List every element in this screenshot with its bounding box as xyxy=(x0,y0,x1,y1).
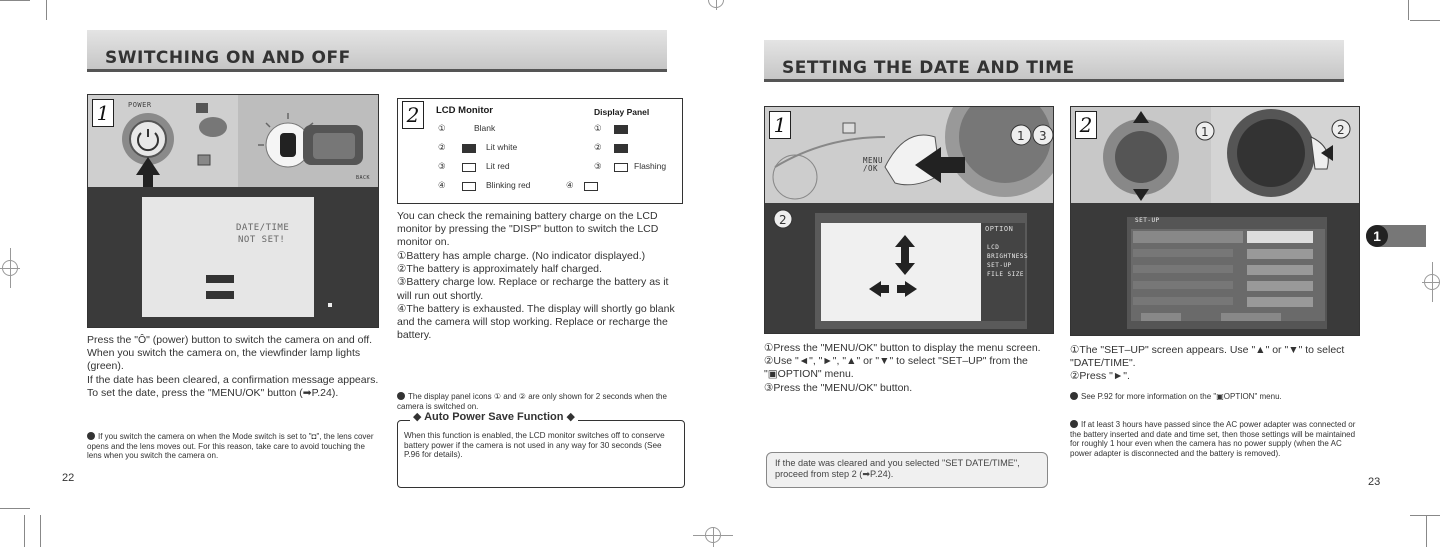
menu-ok-label: MENU /OK xyxy=(863,156,884,173)
lcd-not-set-text: NOT SET! xyxy=(238,235,286,245)
list-item: ②Press "►". xyxy=(1070,370,1130,383)
step-number: 1 xyxy=(92,99,114,127)
step2-setup-photo xyxy=(1070,106,1360,336)
right-note-2 xyxy=(1070,420,1360,458)
date-cleared-callout: If the date was cleared and you selected "SET DATE/TIME", proceed from step 2 (➡P.24). xyxy=(766,452,1048,488)
note-icon xyxy=(1070,420,1078,428)
chapter-tab xyxy=(1366,225,1426,247)
setup-screen-title: SET-UP xyxy=(1135,217,1160,224)
right-step1-list xyxy=(764,342,1054,395)
lcd-monitor-header: LCD Monitor xyxy=(436,105,493,116)
svg-text:2: 2 xyxy=(779,213,787,227)
crop-mark xyxy=(1426,515,1427,547)
list-item: ③Press the "MENU/OK" button. xyxy=(764,381,913,394)
crop-mark xyxy=(40,515,41,547)
battery-half-lcd-icon xyxy=(462,144,476,153)
battery-state-list xyxy=(397,250,685,342)
battery-indicator-table xyxy=(397,98,683,204)
step2-note xyxy=(397,392,685,411)
note-icon xyxy=(397,392,405,400)
option-menu-list xyxy=(987,243,1028,279)
menu-item: LCD xyxy=(987,244,1000,251)
list-item: ②The battery is approximately half charged. xyxy=(397,263,602,276)
right-step2-list xyxy=(1070,344,1360,384)
step-number: 2 xyxy=(1075,111,1097,139)
svg-text:3: 3 xyxy=(1039,129,1047,143)
right-page-title: SETTING THE DATE AND TIME xyxy=(782,58,1075,78)
right-note-1-text: See P.92 for more information on the "▣OPTION" menu. xyxy=(1081,392,1282,401)
table-row: ③ Lit red ③ Flashing xyxy=(438,161,667,171)
auto-power-save-title: ◆ Auto Power Save Function ◆ xyxy=(410,413,578,423)
left-page-title: SWITCHING ON AND OFF xyxy=(105,48,351,68)
step-number: 2 xyxy=(402,101,424,129)
note-icon xyxy=(1070,392,1078,400)
list-item: ③Battery charge low. Replace or recharge the battery as it will run out shortly. xyxy=(397,276,669,302)
battery-half-icon xyxy=(614,144,628,153)
auto-power-save-text: When this function is enabled, the LCD monitor switches off to conserve battery power if the camera is not used in any way for 30 seconds (See P.96 for details). xyxy=(404,431,665,460)
battery-low-icon xyxy=(614,163,628,172)
chapter-tab-number: 1 xyxy=(1366,225,1388,247)
right-page-title-bar xyxy=(764,40,1344,82)
power-label: POWER xyxy=(128,101,152,109)
battery-empty-icon xyxy=(584,182,598,191)
lcd-date-time-text: DATE/TIME xyxy=(236,223,290,233)
right-note-2-text: If at least 3 hours have passed since the AC power adapter was connected or the battery inserted and date and time set, then those settings will be maintained for roughly 1 hour even when the camera has no power supply (when the AC power adapter is disconnected and the battery is removed). xyxy=(1070,420,1356,458)
crop-mark xyxy=(0,508,30,509)
crop-mark xyxy=(46,0,47,20)
list-item: ②Use "◄", "►", "▲" or "▼" to select "SET–UP" from the "▣OPTION" menu. xyxy=(764,355,1028,381)
crop-mark xyxy=(1410,515,1440,516)
list-item: ①Press the "MENU/OK" button to display the menu screen. xyxy=(764,342,1041,354)
crop-mark xyxy=(1408,0,1409,20)
step1-menu-photo xyxy=(764,106,1054,334)
table-row: ② Lit white ② xyxy=(398,142,682,160)
svg-text:2: 2 xyxy=(1337,123,1345,137)
step1-note xyxy=(87,432,379,461)
step1-body-text: Press the "Ô" (power) button to switch the camera on and off. When you switch the camera on, the viewfinder lamp lights (green). If the date has been cleared, a confirmation message appears. To set the date, press the "MENU/OK" button (➡P.24). xyxy=(87,334,379,399)
battery-empty-lcd-icon xyxy=(462,182,476,191)
step1-note-text: If you switch the camera on when the Mode switch is set to "◘", the lens cover opens and the lens moves out. For this reason, take care to avoid touching the lens when you switch the camera on. xyxy=(87,432,374,461)
svg-text:1: 1 xyxy=(1201,125,1209,139)
option-menu-label: OPTION xyxy=(985,225,1014,233)
table-row: ① Blank ① xyxy=(398,123,682,141)
list-item: ①Battery has ample charge. (No indicator displayed.) xyxy=(397,250,646,262)
page-number-left: 22 xyxy=(62,472,75,484)
battery-full-icon xyxy=(614,125,628,134)
table-row: ④ Blinking red ④ xyxy=(398,180,682,198)
page-number-right: 23 xyxy=(1368,476,1381,488)
menu-item: SET-UP xyxy=(987,262,1012,269)
step-number: 1 xyxy=(769,111,791,139)
right-note-1 xyxy=(1070,392,1360,402)
note-icon xyxy=(87,432,95,440)
step2-note-text: The display panel icons ① and ② are only shown for 2 seconds when the camera is switched on. xyxy=(397,392,667,411)
menu-item: FILE SIZE xyxy=(987,271,1025,278)
back-label: BACK xyxy=(356,175,371,181)
display-panel-header: Display Panel xyxy=(594,107,650,117)
list-item: ④The battery is exhausted. The display will shortly go blank and the camera will stop working. Replace or recharge the battery. xyxy=(397,302,675,342)
crop-mark xyxy=(24,515,25,547)
auto-power-save-box xyxy=(397,411,685,488)
step1-power-photo xyxy=(87,94,379,328)
battery-low-lcd-icon xyxy=(462,163,476,172)
menu-item: BRIGHTNESS xyxy=(987,253,1029,260)
step2-intro: You can check the remaining battery charge on the LCD monitor by pressing the "DISP" button to switch the LCD monitor on. xyxy=(397,210,659,249)
svg-text:1: 1 xyxy=(1017,129,1025,143)
crop-mark xyxy=(0,0,30,1)
list-item: ①The "SET–UP" screen appears. Use "▲" or "▼" to select "DATE/TIME". xyxy=(1070,344,1345,370)
left-page-title-bar xyxy=(87,30,667,72)
crop-mark xyxy=(1410,20,1440,21)
